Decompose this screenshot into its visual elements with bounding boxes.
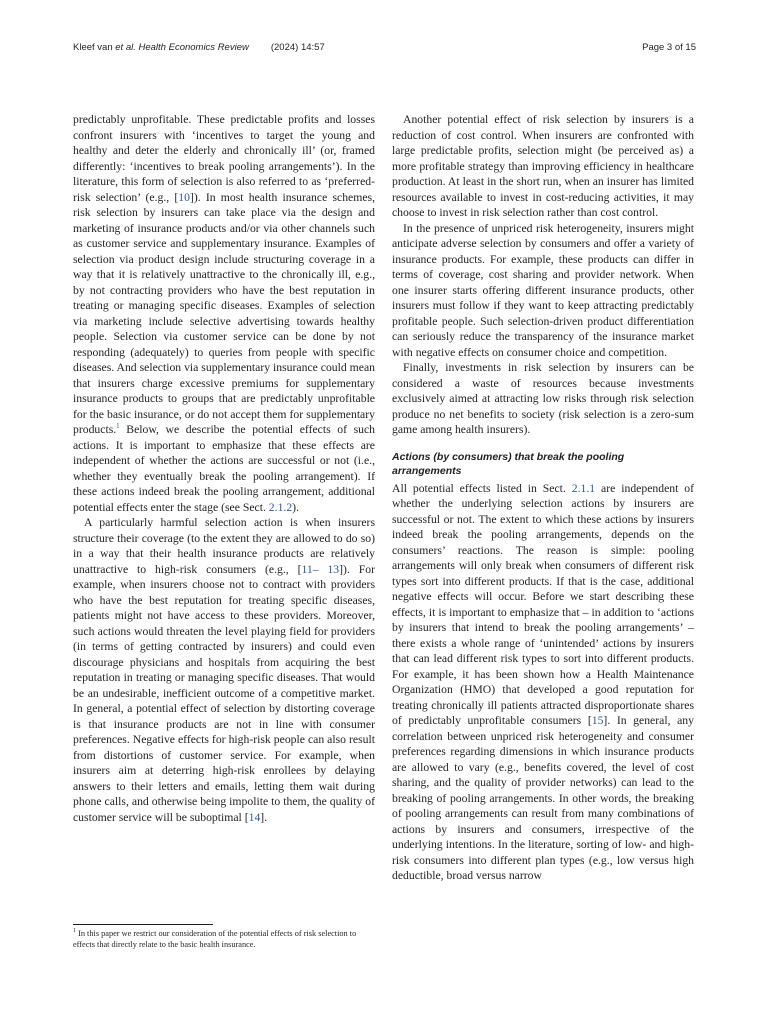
year-volume: (2024) 14:57: [270, 42, 325, 53]
section-link[interactable]: 2.1.1: [571, 481, 596, 495]
body-paragraph: A particularly harmful selection action is when insurers structure their coverage (to the extent they are allowed to do so) in a way that their health insurance products are relatively unattractive to high-risk consumers (e.g., [11– 13]). For example, when insurers choose not to contract with providers who have the best reputation for treating specific diseases, patients might not have access to these providers. Moreover, such actions would threaten the level playing field for providers (in terms of getting contracted by insurers) and could even discourage physicians and hospitals from acquiring the best reputation in treating or managing specific diseases. That would be an undesirable, inefficient outcome of a competitive market. In general, a potential effect of selection by distorting coverage is that insurance products are not in line with consumer preferences. Negative effects for high-risk people can also result from distortions of customer service. For example, when insurers aim at deterring high-risk enrollees by delaying answers to their letters and emails, letting them wait during phone calls, and otherwise being impolite to them, the quality of customer service will be suboptimal [14].: [73, 516, 375, 824]
running-header: [73, 42, 696, 56]
section-subheading: Actions (by consumers) that break the pooling arrangements: [392, 450, 625, 477]
body-paragraph: In the presence of unpriced risk heterogeneity, insurers might anticipate adverse selection by consumers and offer a variety of insurance products. For example, these products can differ in terms of coverage, cost sharing and provider network. When one insurer starts offering different insurance products, other insurers must follow if they want to keep attracting predictably profitable people. Such selection-driven product differentiation can seriously reduce the transparency of the insurance market with negative effects on consumer choice and competition.: [392, 221, 694, 359]
citation-link[interactable]: 15: [591, 714, 604, 727]
page-number: Page 3 of 15: [642, 42, 696, 53]
body-paragraph: predictably unprofitable. These predictable profits and losses confront insurers with ‘incentives to target the young and healthy and deter the elderly and chronically ill’ (or, framed differently: ‘incentives to break pooling arrangements’). In the literature, this form of selection is also referred to as ‘preferred-risk selection’ (e.g., [10]). In most health insurance schemes, risk selection by insurers can take place via the design and marketing of insurance products and/or via other channels such as customer service and supplementary insurance. Examples of selection via product design include structuring coverage in a way that it is relatively unattractive to the chronically ill, e.g., by not contracting providers who have the best reputation in treating or managing specific diseases. Examples of selection via marketing include selective advertising towards healthy people. Selection via customer service can be done by not responding (adequately) to queries from people with specific diseases. And selection via supplementary insurance could mean that insurers charge excessive premiums for supplementary insurance products to groups that are predictably unprofitable for the basic insurance, or do not accept them for supplementary products.$^1$ Below, we describe the potential effects of such actions. It is important to emphasize that these effects are independent of whether the actions are successful or not (i.e., whether they eventually break the pooling arrangement). If these actions indeed break the pooling arrangement, additional potential effects enter the stage (see Sect. 2.1.2).: [73, 113, 375, 514]
footnote-marker-link[interactable]: 1: [116, 422, 120, 431]
body-paragraph: All potential effects listed in Sect. 2.1.1 are independent of whether the underlying selection actions by insurers are successful or not. The extent to which these actions by insurers indeed break the pooling arrangements, depends on the consumers’ reactions. The reason is simple: pooling arrangements will only break when consumers of different risk types sort into different products. If that is the case, additional negative effects will occur. Before we start describing these effects, it is important to emphasize that – in addition to ‘actions by insurers that intend to break the pooling arrangements’ – there exists a whole range of ‘unintended’ actions by insurers that can lead different risk types to sort into different products. For example, it has been shown how a Health Maintenance Organization (HMO) that developed a good reputation for treating chronically ill patients attracted disproportionate shares of predictably unprofitable consumers [15]. In general, any correlation between unpriced risk heterogeneity and consumer preferences regarding dimensions in which insurance products are allowed to vary (e.g., benefits covered, the level of cost sharing, and the quality of provider networks) can lead to the breaking of pooling arrangements. In other words, the breaking of pooling arrangements can result from many combinations of actions by insurers and consumers, irrespective of the underlying intentions. In the literature, sorting of low- and high-risk consumers into different plan types (e.g., low versus high deductible, broad versus narrow: [392, 481, 695, 882]
footnote-number: 1: [73, 928, 76, 935]
body-paragraph: Finally, investments in risk selection by insurers can be considered a waste of resources because investments exclusively aimed at attracting low risks through risk selection produce no net benefits to society (risk selection is a zero-sum game among health insurers).: [392, 361, 694, 436]
footnote: [73, 928, 375, 950]
body-paragraph: Another potential effect of risk selection by insurers is a reduction of cost control. When insurers are confronted with large predictable profits, selection might (be perceived as) a more profitable strategy than improving efficiency in healthcare production. At least in the short run, when an insurer has limited resources available to invest in cost-reducing activities, it may choose to invest in risk selection rather than cost control.: [392, 113, 694, 219]
right-column: [392, 112, 694, 884]
section-link[interactable]: 2.1.2: [268, 500, 293, 514]
footnote-divider: [73, 924, 213, 925]
citation-link[interactable]: 11– 13: [301, 562, 340, 576]
journal-citation: Kleef van et al. Health Economics Review (2024) 14:57: [73, 42, 325, 53]
citation-link[interactable]: 10: [178, 190, 190, 204]
footnote-text: In this paper we restrict our consideration of the potential effects of risk selection to effects that directly relate to the basic health insurance.: [73, 929, 357, 949]
citation-link[interactable]: 14: [248, 810, 261, 824]
left-column: [73, 112, 375, 825]
